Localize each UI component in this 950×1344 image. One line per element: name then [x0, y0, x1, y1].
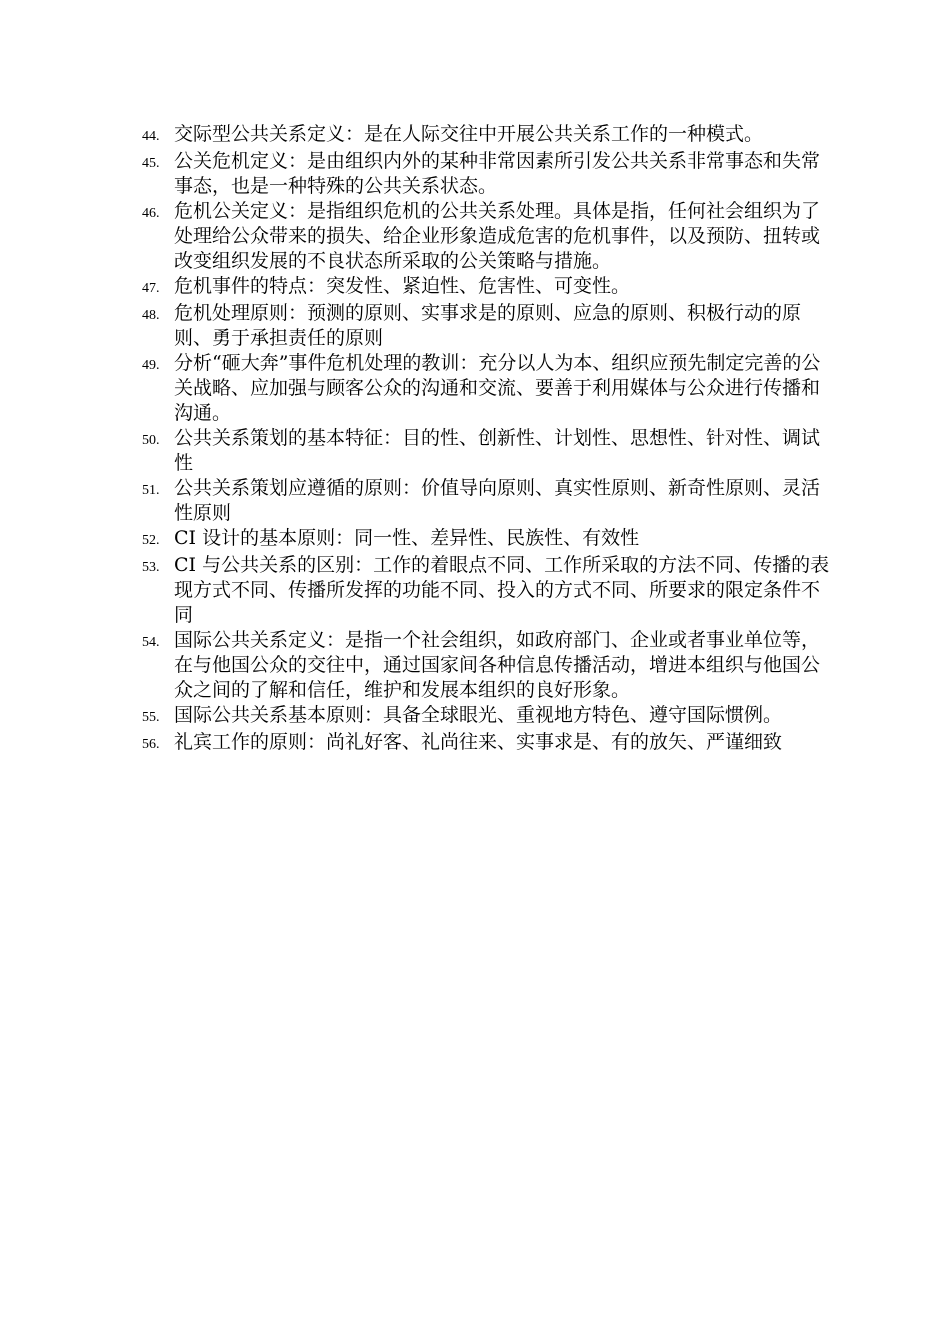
- list-item: [142, 122, 832, 149]
- item-text: 礼宾工作的原则：尚礼好客、礼尚往来、实事求是、有的放矢、严谨细致: [174, 731, 783, 753]
- item-number: 48.: [142, 308, 160, 323]
- item-number: 53.: [142, 560, 160, 575]
- list-item: [142, 149, 832, 199]
- item-text: 危机公关定义：是指组织危机的公共关系处理。具体是指，任何社会组织为了处理给公众带来的损失、给企业形象造成危害的危机事件，以及预防、扭转或改变组织发展的不良状态所采取的公关策略与措施。: [174, 200, 821, 272]
- list-item: [142, 730, 832, 757]
- list-item: [142, 426, 832, 476]
- item-number: 55.: [142, 710, 160, 725]
- item-text: 国际公共关系定义：是指一个社会组织，如政府部门、企业或者事业单位等，在与他国公众的交往中，通过国家间各种信息传播活动，增进本组织与他国公众之间的了解和信任，维护和发展本组织的良好形象。: [174, 629, 821, 701]
- item-text: 公关危机定义：是由组织内外的某种非常因素所引发公共关系非常事态和失常事态，也是一种特殊的公共关系状态。: [174, 150, 821, 197]
- numbered-list: [142, 122, 832, 757]
- item-text: 公共关系策划的基本特征：目的性、创新性、计划性、思想性、针对性、调试性: [174, 427, 821, 474]
- list-item: [142, 301, 832, 351]
- item-number: 51.: [142, 483, 160, 498]
- list-item: [142, 476, 832, 526]
- item-number: 44.: [142, 129, 160, 144]
- item-number: 45.: [142, 156, 160, 171]
- item-text: 分析“砸大奔”事件危机处理的教训：充分以人为本、组织应预先制定完善的公关战略、应加强与顾客公众的沟通和交流、要善于利用媒体与公众进行传播和沟通。: [174, 352, 821, 424]
- list-item: [142, 628, 832, 703]
- item-text: 危机事件的特点：突发性、紧迫性、危害性、可变性。: [174, 275, 631, 297]
- item-number: 46.: [142, 206, 160, 221]
- item-text: 公共关系策划应遵循的原则：价值导向原则、真实性原则、新奇性原则、灵活性原则: [174, 477, 821, 524]
- item-number: 50.: [142, 433, 160, 448]
- item-text: 国际公共关系基本原则：具备全球眼光、重视地方特色、遵守国际惯例。: [174, 704, 783, 726]
- item-number: 52.: [142, 533, 160, 548]
- item-text: CI 与公共关系的区别：工作的着眼点不同、工作所采取的方法不同、传播的表现方式不同、传播所发挥的功能不同、投入的方式不同、所要求的限定条件不同: [174, 554, 830, 626]
- list-item: [142, 274, 832, 301]
- item-number: 49.: [142, 358, 160, 373]
- item-number: 56.: [142, 737, 160, 752]
- list-item: [142, 351, 832, 426]
- item-text: 危机处理原则：预测的原则、实事求是的原则、应急的原则、积极行动的原则、勇于承担责任的原则: [174, 302, 802, 349]
- item-text: CI 设计的基本原则：同一性、差异性、民族性、有效性: [174, 527, 640, 549]
- list-item: [142, 199, 832, 274]
- list-item: [142, 703, 832, 730]
- list-item: [142, 526, 832, 553]
- item-number: 47.: [142, 281, 160, 296]
- list-item: [142, 553, 832, 628]
- item-text: 交际型公共关系定义：是在人际交往中开展公共关系工作的一种模式。: [174, 123, 764, 145]
- item-number: 54.: [142, 635, 160, 650]
